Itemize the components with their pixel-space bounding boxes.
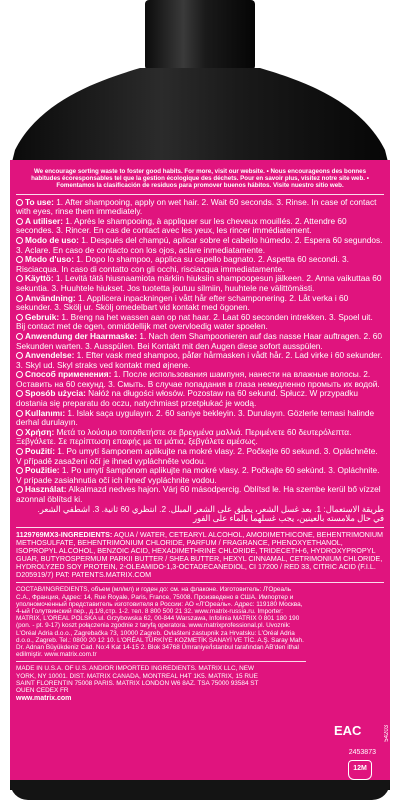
language-label: Gebruik: — [25, 311, 60, 322]
instruction-el — [16, 428, 384, 447]
instruction-sk — [16, 466, 384, 485]
instruction-text: 1. Levitä tätä hiusnaamiota märkiin hiuksiin shampoopesun jälkeen. 2. Anna vaikuttaa 60 sekuntia. 3. Huuhtele hiukset. Jos tuotetta joutuu silmiin, huuhtele ne välittömästi. — [16, 273, 382, 293]
instruction-icon — [16, 352, 23, 359]
instruction-text: 1. Après le shampooing, à appliquer sur les cheveux mouillés. 2. Attendre 60 secondes. 3. Rincer. En cas de contact avec les yeux, les rincer immédiatement. — [16, 215, 347, 236]
instruction-icon — [16, 218, 23, 225]
divider — [16, 194, 384, 195]
instruction-tr — [16, 409, 384, 428]
instruction-ar-line1: طريقة الاستعمال: 1. بعد غسل الشعر، يطبق على الشعر المبلل. 2. انتظري 60 ثانية. 3. اشطفي الشعر. — [37, 503, 384, 514]
instruction-pl — [16, 389, 384, 408]
instruction-de — [16, 332, 384, 351]
instruction-text: Alkalmazd nedves hajon. Várj 60 másodpercig. Öblítsd le. Ha szembe kerül bő vízzel azonnal öblítsd ki. — [16, 484, 381, 505]
instruction-icon — [16, 237, 23, 244]
language-label: Sposób użycia: — [25, 388, 86, 399]
instruction-icon — [16, 333, 23, 340]
instruction-text: 1. Breng na het wassen aan op nat haar. 2. Laat 60 seconden intrekken. 3. Spoel uit. Bij contact met de ogen, onmiddellijk met overvloedig water spoelen. — [16, 311, 373, 332]
language-label: Käyttö: — [25, 273, 54, 284]
language-label: Anvendelse: — [25, 350, 75, 361]
instruction-icon — [16, 295, 23, 302]
bottle-base — [10, 780, 390, 800]
instruction-icon — [16, 199, 23, 206]
instruction-es — [16, 236, 384, 255]
instruction-it — [16, 255, 384, 274]
instruction-text: 1. Po umytí šamponem aplikujte na mokré vlasy. 2. Počkejte 60 sekund. 3. Opláchněte. V případě zasažení očí je ihned vypláchněte vodou. — [16, 446, 378, 466]
instruction-icon — [16, 371, 23, 378]
batch-code: 2453873 — [348, 749, 376, 756]
instruction-icon — [16, 410, 23, 417]
instruction-fr — [16, 217, 384, 236]
language-label: Použití: — [25, 446, 55, 457]
side-code: 54203 — [384, 725, 390, 742]
divider — [16, 661, 306, 662]
language-label: Χρήση: — [25, 426, 55, 437]
instruction-icon — [16, 275, 23, 282]
instruction-icon — [16, 314, 23, 321]
instruction-cs — [16, 447, 384, 466]
instruction-text: 1. Efter vask med shampoo, påfør hårmasken i vådt hår. 2. Lad virke i 60 sekunder. 3. Skyl ud. Skyl straks ved kontakt med øjnene. — [16, 350, 383, 370]
instruction-text: 1. Nach dem Shampoonieren auf das nasse Haar auftragen. 2. 60 Sekunden warten. 3. Ausspülen. Bei Kontakt mit den Augen diese sofort ausspülen. — [16, 330, 382, 351]
instruction-text: 1. После использования шампуня, нанести на влажные волосы. 2. Оставить на 60 секунд. 3. Смыть. В случае попадания в глаза немедленно промыть их водой. — [16, 369, 380, 389]
language-label: To use: — [25, 196, 54, 207]
divider — [16, 582, 384, 583]
instruction-icon — [16, 429, 23, 436]
language-label: Kullanımı: — [25, 407, 66, 418]
instruction-text: 1. Po umytí šampónom aplikujte na mokré vlasy. 2. Počkajte 60 sekúnd. 3. Opláchnite. V prípade zasiahnutia očí ich ihneď vypláchnite vodou. — [16, 465, 380, 485]
language-label: Modo de uso: — [25, 234, 79, 245]
instruction-text: 1. After shampooing, apply on wet hair. 2. Wait 60 seconds. 3. Rinse. In case of contact with eyes, rinse them immediately. — [16, 196, 377, 217]
pao-jar-icon: 12M — [348, 760, 372, 780]
brand-url: www.matrix.com — [16, 695, 72, 703]
instruction-icon — [16, 448, 23, 455]
instruction-text: Nałóż na długości włosów. Pozostaw na 60 sekund. Spłucz. W przypadku dostania się preparatu do oczu, natychmiast przetpłukać je wodą. — [16, 388, 358, 409]
eac-mark-icon: EAC — [334, 723, 362, 738]
language-label: Použitie: — [25, 465, 60, 476]
language-label: Способ применения: — [25, 369, 112, 380]
instruction-text: 1. Después del champú, aplicar sobre el cabello húmedo. 2. Espera 60 segundos. 3. Aclare. En caso de contacto con los ojos, aclare inmediatamente. — [16, 234, 383, 255]
ingredients-text: AQUA / WATER, CETEARYL ALCOHOL, AMODIMETHICONE, BEHENTRIMONIUM METHOSULFATE, BEHENTRIMONIUM CHLORIDE, PARFUM / FRAGRANCE, PHENOXYETHANOL, ISOPROPYL ALCOHOL, BENZOIC ACID, HEXADIMETHRINE CHLORIDE, TRIDECETH-6, HYDROXYPROPYL GUAR, BUTYROSPERMUM PARKII BUTTER / SHEA BUTTER, HEXYL CINNAMAL, CETRIMONIUM CHLORIDE, HYDROLYZED SOY PROTEIN, 2-OLEAMIDO-1,3-OCTADECANEDIOL, CI 17200 / RED 33, CITRIC ACID (F.I.L. D205919/7) PAT: PATENTS.MATRIX.COM — [16, 529, 384, 580]
instruction-fi — [16, 274, 384, 293]
instruction-nl — [16, 313, 384, 332]
language-label: Användning: — [25, 292, 76, 303]
manufacturer-info: СОСТАВ/INGREDIENTS, объем (мл/мл) и годен до: см. на флаконе. Изготовитель: Л'Ореаль С.А., Франция, Адрес: 14, Rue Royale, Paris, France, 75008. Произведено в США. Импортер и уполномоченный представитель изготовителя в России: АО «Л'Ореаль». Адрес: 119180 Москва, 4-ый Голутвинский пер., д.1/8,стр. 1-2. тел. 8 800 500 21 32. www.matrix-russia.ru. Importer: MATRIX, L'OREAL POLSKA ul. Grzybowska 62, 00-844 Warszawa, Infolinia MATRIX 0 801 180 190 (pon. - pt. 9-17) koszt połączenia zgodnie z taryfą operatora. www.matrixprofessional.pl. Uvoznik: L'Oréal Adria d.o.o., Zagrebačka 73, 10000 Zagreb. Ovlašteni zastupnik za Hrvatsku: L'Oréal Adria d.o.o., Zagreb. Tel.: 0800 20 12 10. L'ORÉAL TÜRKİYE KOZMETİK SANAYİ VE TİC. A.Ş. Saray Mah. Dr. Adnan Büyükdeniz Cad. No:4 Kat 14-15 2. Blok 34768 Ümraniye/İstanbul tarafından AB'den ithal edilmiştir. www.matrix.com.tr — [16, 586, 304, 659]
instruction-ru — [16, 370, 384, 389]
instruction-icon — [16, 467, 23, 474]
language-label: A utiliser: — [25, 215, 63, 226]
instruction-ar-line2: في حال ملامسته بالعينين، يجب غسلهما بالماء على الفور — [192, 513, 384, 524]
ingredients-list — [16, 531, 384, 580]
language-label: Használat: — [25, 484, 67, 495]
instruction-da — [16, 351, 384, 370]
product-label — [10, 160, 390, 780]
instruction-text: 1. Islak saça uygulayın. 2. 60 saniye bekleyin. 3. Durulayın. Gözlerle temasi halinde derhal durulayın. — [16, 407, 375, 428]
language-label: Modo d'uso: — [25, 254, 74, 265]
divider — [16, 527, 384, 528]
instruction-en — [16, 198, 384, 217]
instruction-text: 1. Dopo lo shampoo, applica su capello bagnato. 2. Aspetta 60 secondi. 3. Risciacqua. In caso di contatto con gli occhi, risciacqua immediatamente. — [16, 254, 349, 274]
instruction-text: 1. Applicera inpackningen i vått hår efter schamponering. 2. Låt verka i 60 sekunder. 3. Skölj ur. Skölj omedelbart vid kontakt med ögonen. — [16, 292, 349, 313]
instruction-icon — [16, 256, 23, 263]
distributor-addresses: MADE IN U.S.A. OF U.S. AND/OR IMPORTED INGREDIENTS. MATRIX LLC, NEW YORK, NY 10001. DIST. MATRIX CANADA, MONTREAL H4T 1K5. MATRIX, 15 RUE SAINT FLORENTIN 75008 PARIS. MATRIX LONDON W6 8AZ. TSA 75000 93584 ST OUEN CEDEX FR — [16, 665, 259, 694]
ingredients-code: 1129769MX3-INGREDIENTS: — [16, 529, 113, 539]
recycle-notice: We encourage sorting waste to foster good habits. For more, visit our website. • Nous encourageons des bonnes habitudes écoresponsables tel que la gestion écologique des déchets. Pour en savoir plus, visitez notre site web. • Fomentamos la clasificación de residuos para promover buenos hábitos. Visite nuestro sitio web. — [31, 168, 369, 190]
instruction-icon — [16, 390, 23, 397]
instruction-icon — [16, 486, 23, 493]
instruction-hu — [16, 485, 384, 504]
language-label: Anwendung der Haarmaske: — [25, 330, 138, 341]
usage-instructions — [16, 198, 384, 524]
instruction-text: Μετά το λούσιμο τοποθετήστε σε βρεγμένα μαλλιά. Περιμένετε 60 δευτερόλεπτα. Ξεβγάλετε. Σε περίπτωση επαφής με τα μάτια, ξεβγάλετε αμέσως. — [16, 426, 352, 447]
instruction-sv — [16, 294, 384, 313]
